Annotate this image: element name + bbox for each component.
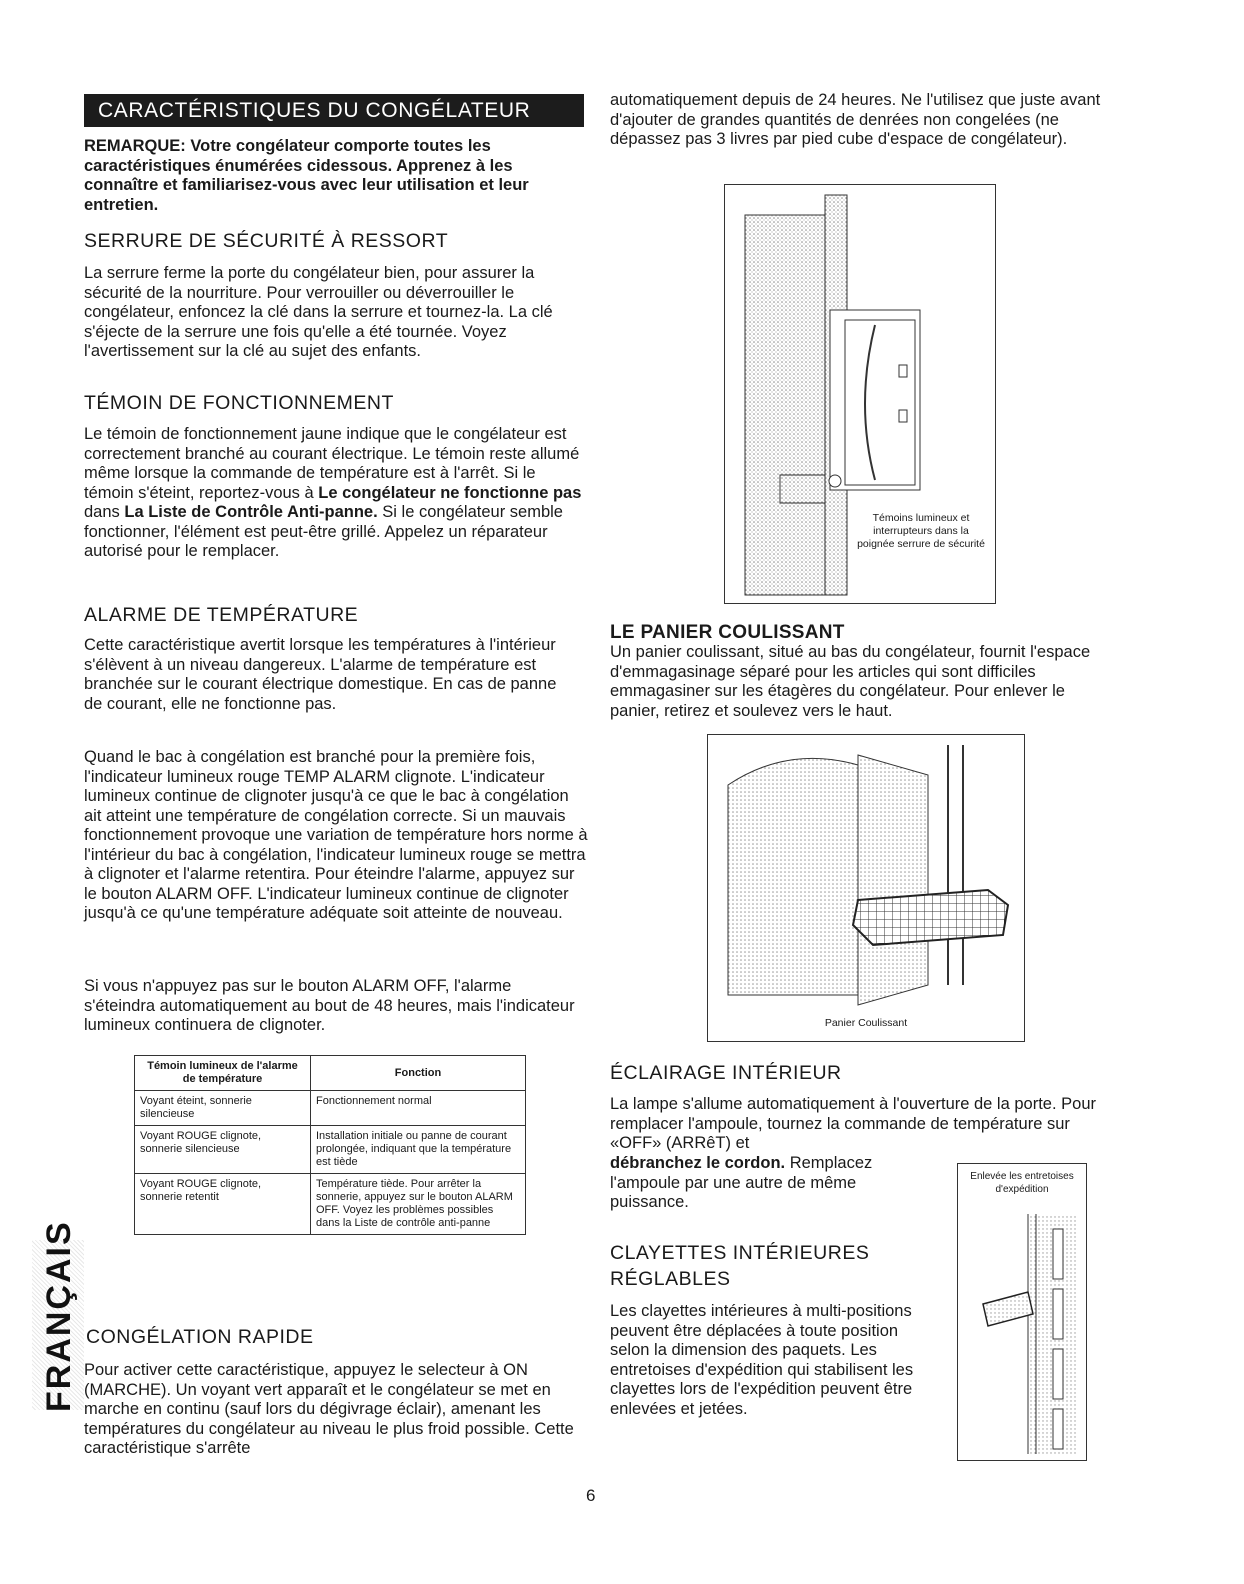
serrure-heading: SERRURE DE SÉCURITÉ À RESSORT	[84, 230, 449, 252]
congelation-heading: CONGÉLATION RAPIDE	[86, 1326, 314, 1348]
clayettes-heading-1: CLAYETTES INTÉRIEURES	[610, 1242, 870, 1264]
table-cell: Voyant ROUGE clignote, sonnerie retentit	[135, 1174, 311, 1235]
shelf-figure	[957, 1163, 1087, 1461]
congelation-text: Pour activer cette caractéristique, appuyez le selecteur à ON (MARCHE). Un voyant vert apparaît et le congélateur se met en marche en continu (sauf lors du dégivrage éclair), amenant les températures du congélateur au niveau le plus froid possible. Cette caractéristique s'arrête	[84, 1361, 574, 1457]
language-tab: FRANÇAIS	[40, 1220, 78, 1412]
alarme-text-1: Cette caractéristique avertit lorsque les températures à l'intérieur s'élèvent à un niveau dangereux. L'alarme de température est branchée sur le courant électrique domestique. En cas de panne de courant, elle ne fonctionne pas.	[84, 636, 557, 713]
section-banner: CARACTÉRISTIQUES DU CONGÉLATEUR	[84, 94, 584, 127]
table-row	[135, 1091, 526, 1126]
table-header-cell: Témoin lumineux de l'alarme de température	[135, 1056, 311, 1091]
table-cell: Voyant éteint, sonnerie silencieuse	[135, 1091, 311, 1126]
alarme-text-2: Quand le bac à congélation est branché pour la première fois, l'indicateur lumineux rouge TEMP ALARM clignote. L'indicateur lumineux continue de clignoter jusqu'à ce que le bac à congélation ait atteint une température de congélation correcte. Si un mauvais fonctionnement provoque une variation de température hors norme à l'intérieur du bac à congélation, l'indicateur lumineux rouge se mettra à clignoter et l'alarme retentira. Pour éteindre l'alarme, appuyez sur le bouton ALARM OFF. L'indicateur lumineux continue de clignoter jusqu'à ce qu'une température adéquate soit atteinte de nouveau.	[84, 748, 588, 922]
table-row	[135, 1126, 526, 1174]
shelf-illustration	[958, 1164, 1087, 1461]
basket-figure	[707, 734, 1025, 1042]
eclairage-text-b: débranchez le cordon. Remplacez l'ampoule par une autre de même puissance.	[610, 1154, 873, 1211]
table-cell: Température tiède. Pour arrêter la sonnerie, appuyez sur le bouton ALARM OFF. Voyez les problèmes possibles dans la Liste de contrôle anti-panne	[311, 1174, 526, 1235]
basket-illustration	[708, 735, 1025, 1042]
continuation-text: automatiquement depuis de 24 heures. Ne l'utilisez que juste avant d'ajouter de grandes quantités de denrées non congelées (ne dépassez pas 3 livres par pied cube d'espace de congélateur).	[610, 91, 1101, 148]
temoin-text: Le témoin de fonctionnement jaune indique que le congélateur est correctement branché au courant électrique. Le témoin reste allumé même lorsque la commande de température est à l'arrêt. Si le témoin s'éteint, reportez-vous à Le congélateur ne fonctionne pas dans La Liste de Contrôle Anti-panne. Si le congélateur semble fonctionner, l'élément est peut-être grillé. Appelez un réparateur autorisé pour le remplacer.	[84, 425, 582, 560]
clayettes-heading-2: RÉGLABLES	[610, 1268, 731, 1290]
clayettes-text: Les clayettes intérieures à multi-positions peuvent être déplacées à toute position selon la dimension des paquets. Les entretoises d'expédition qui stabilisent les clayettes lors de l'expédition peuvent être enlevées et jetées.	[610, 1302, 914, 1418]
table-cell: Fonctionnement normal	[311, 1091, 526, 1126]
page-number: 6	[586, 1486, 596, 1505]
panier-heading: LE PANIER COULISSANT	[610, 622, 845, 643]
alarm-table	[134, 1055, 526, 1235]
basket-figure-caption: Panier Coulissant	[824, 1017, 908, 1029]
alarme-heading: ALARME DE TEMPÉRATURE	[84, 604, 359, 626]
table-row	[135, 1174, 526, 1235]
remarque-note: REMARQUE: Votre congélateur comporte toutes les caractéristiques énumérées cidessous. Apprenez à les connaître et familiarisez-vous avec leur utilisation et leur entretien.	[84, 137, 529, 214]
table-header-row	[135, 1056, 526, 1091]
handle-figure-caption: Témoins lumineux et interrupteurs dans la poignée serrure de sécurité	[857, 512, 985, 550]
serrure-text: La serrure ferme la porte du congélateur bien, pour assurer la sécurité de la nourriture. Pour verrouiller ou déverrouiller le congélateur, enfoncez la clé dans la serrure et tournez-la. La clé s'éjecte de la serrure une fois qu'elle a été tournée. Voyez l'avertissement sur la clé au sujet des enfants.	[84, 264, 553, 360]
temoin-heading: TÉMOIN DE FONCTIONNEMENT	[84, 392, 394, 414]
eclairage-text-a: La lampe s'allume automatiquement à l'ouverture de la porte. Pour remplacer l'ampoule, tournez la commande de température sur «OFF» (ARRêT) et	[610, 1095, 1096, 1152]
table-header-cell: Fonction	[311, 1056, 526, 1091]
alarme-text-3: Si vous n'appuyez pas sur le bouton ALARM OFF, l'alarme s'éteindra automatiquement au bout de 48 heures, mais l'indicateur lumineux continuera de clignoter.	[84, 977, 575, 1034]
eclairage-heading: ÉCLAIRAGE INTÉRIEUR	[610, 1062, 842, 1084]
panier-text: Un panier coulissant, situé au bas du congélateur, fournit l'espace d'emmagasinage séparé pour les articles qui sont difficiles emmagasiner sur les étagères du congélateur. Pour enlever le panier, retirez et soulevez vers le haut.	[610, 643, 1091, 720]
shelf-figure-caption: Enlevée les entretoises d'expédition	[970, 1171, 1074, 1195]
table-cell: Voyant ROUGE clignote, sonnerie silencieuse	[135, 1126, 311, 1174]
table-cell: Installation initiale ou panne de courant prolongée, indiquant que la température est tiède	[311, 1126, 526, 1174]
